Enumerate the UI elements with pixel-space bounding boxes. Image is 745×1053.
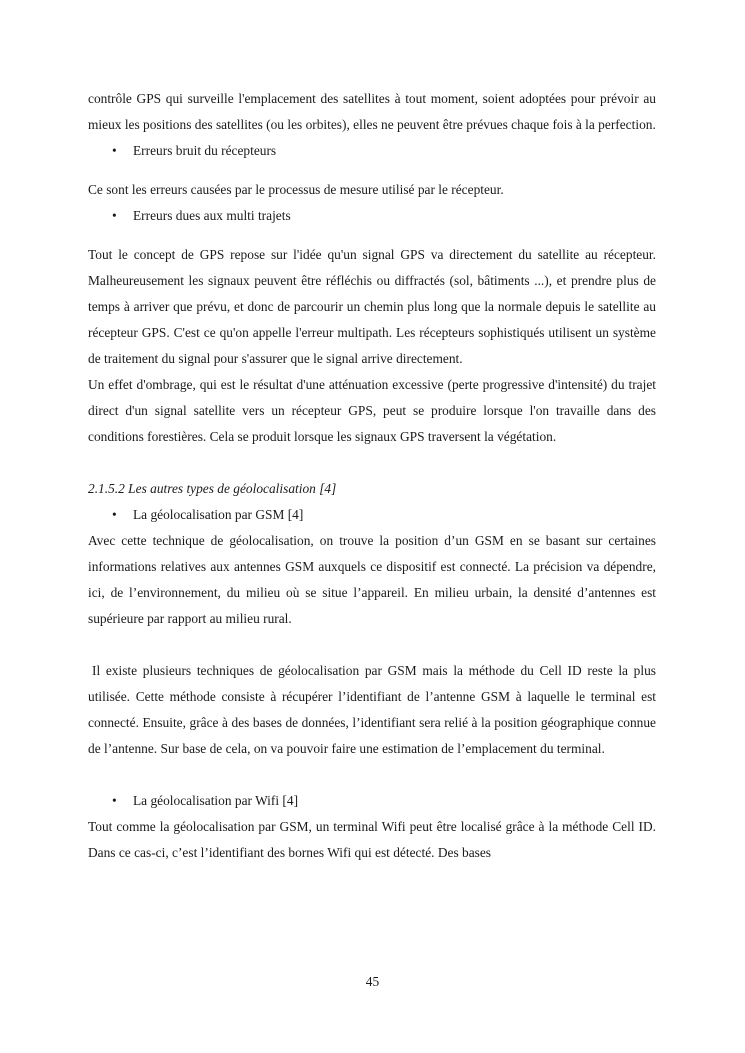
bullet-text: Erreurs bruit du récepteurs [133,143,277,158]
bullet-text: Erreurs dues aux multi trajets [133,208,291,223]
bullet-wifi [88,788,656,814]
paragraph-multipath: Tout le concept de GPS repose sur l'idée qu'un signal GPS va directement du satellite au récepteur. Malheureusement les signaux peuvent être réfléchis ou diffractés (sol, bâtiments ...), et prendre plus de temps à arriver que prévu, et donc de parcourir un chemin plus long que la normale depuis le satellite au récepteur GPS. C'est ce qu'on appelle l'erreur multipath. Les récepteurs sophistiqués utilisent un système de traitement du signal pour s'assurer que le signal arrive directement. [88,247,656,366]
page-number: 45 [365,974,380,989]
paragraph-receiver-errors: Ce sont les erreurs causées par le processus de mesure utilisé par le récepteur. [88,182,504,197]
bullet-text: La géolocalisation par GSM [4] [133,507,304,522]
bullet-receiver-noise [88,138,656,164]
bullet-multipath [88,203,656,229]
paragraph-gsm-technique: Avec cette technique de géolocalisation, on trouve la position d’un GSM en se basant sur certaines informations relatives aux antennes GSM auxquels ce dispositif est connecté. La précision va dépendre, ici, de l’environnement, du milieu où se situe l’appareil. En milieu urbain, la densité d’antennes est supérieure par rapport au milieu rural. [88,533,656,626]
paragraph-cell-id: Il existe plusieurs techniques de géolocalisation par GSM mais la méthode du Cell ID reste la plus utilisée. Cette méthode consiste à récupérer l’identifiant de l’antenne GSM à laquelle le terminal est connecté. Ensuite, grâce à des bases de données, l’identifiant sera relié à la position géographique connue de l’antenne. Sur base de cela, on va pouvoir faire une estimation de l’emplacement du terminal. [88,663,656,756]
bullet-text: La géolocalisation par Wifi [4] [133,793,299,808]
bullet-dot-icon: • [112,507,117,522]
paragraph-shadowing: Un effet d'ombrage, qui est le résultat d'une atténuation excessive (perte progressive d'intensité) du trajet direct d'un signal satellite vers un récepteur GPS, peut se produire lorsque l'on travaille dans des conditions forestières. Cela se produit lorsque les signaux GPS traversent la végétation. [88,377,656,444]
bullet-gsm [88,502,656,528]
paragraph-satellite-control: contrôle GPS qui surveille l'emplacement des satellites à tout moment, soient adoptées pour prévoir au mieux les positions des satellites (ou les orbites), elles ne peuvent être prévues chaque fois à la perfection. [88,91,656,132]
bullet-dot-icon: • [112,793,117,808]
document-page [88,86,656,866]
section-heading: 2.1.5.2 Les autres types de géolocalisation [4] [88,481,337,496]
bullet-dot-icon: • [112,143,117,158]
bullet-dot-icon: • [112,208,117,223]
paragraph-wifi: Tout comme la géolocalisation par GSM, un terminal Wifi peut être localisé grâce à la méthode Cell ID. Dans ce cas-ci, c’est l’identifiant des bornes Wifi qui est détecté. Des bases [88,819,656,860]
